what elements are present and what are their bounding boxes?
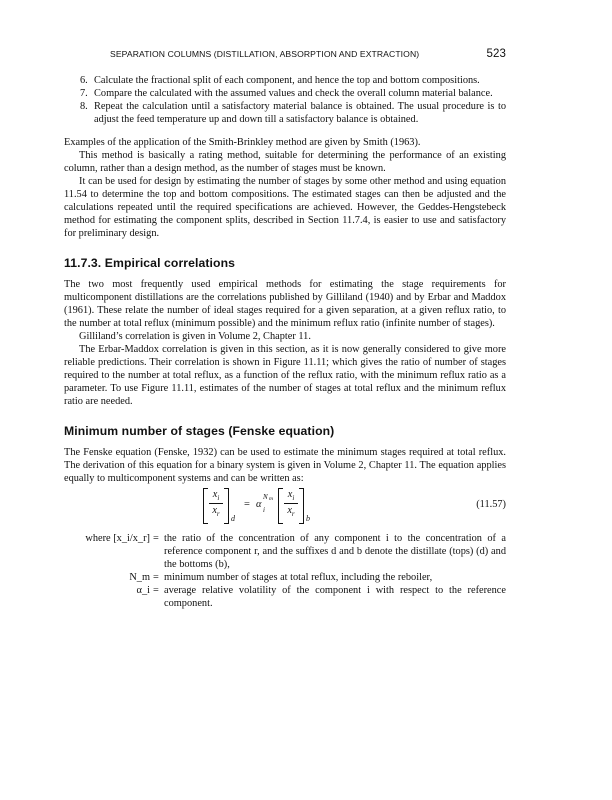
step-number: 7. xyxy=(80,88,88,99)
definition-symbol: N_m xyxy=(129,572,150,583)
numerator-x: x xyxy=(287,489,293,500)
bracket-right xyxy=(224,488,229,524)
numerator-sub: i xyxy=(292,494,295,503)
step-number: 6. xyxy=(80,75,88,86)
definition-equals: = xyxy=(153,533,159,544)
running-head xyxy=(110,48,506,60)
paragraph: Gilliland’s correlation is given in Volume 2, Chapter 11. xyxy=(79,331,311,342)
bracket-right xyxy=(299,488,304,524)
paragraph: It can be used for design by estimating the number of stages by some other method and using equation 11.54 to determine the top and bottom compositions. The estimated stages can then be adjusted and the calculations repeated until the required specifications are achieved. However, the Geddes-Hengstebeck method for estimating the component splits, described in Section 11.7.4, is easier to use and satisfactory for preliminary design. xyxy=(64,176,506,239)
alpha-superscript-sub: m xyxy=(269,496,273,502)
definition-text: average relative volatility of the component i with respect to the reference component. xyxy=(164,585,506,609)
subsection-heading: Minimum number of stages (Fenske equation) xyxy=(64,424,335,438)
step-item xyxy=(80,87,506,100)
equation-number: (11.57) xyxy=(476,499,506,510)
definition-text: the ratio of the concentration of any component i to the concentration of a reference component r, and the suffixes d and b denote the distillate (tops) (d) and the bottoms (b), xyxy=(164,533,506,570)
page xyxy=(64,48,506,610)
definition-equals: = xyxy=(153,585,159,596)
denominator-sub: r xyxy=(216,510,220,519)
step-text: Compare the calculated with the assumed values and check the overall column material balance. xyxy=(94,88,493,99)
alpha-subscript: i xyxy=(263,506,265,514)
definition-text: minimum number of stages at total reflux, including the reboiler, xyxy=(164,572,433,583)
running-head-title: SEPARATION COLUMNS (DISTILLATION, ABSORPTION AND EXTRACTION) xyxy=(110,49,420,59)
numerator-x: x xyxy=(212,489,218,500)
step-text: Calculate the fractional split of each component, and hence the top and bottom compositions. xyxy=(94,75,480,86)
bracket-left xyxy=(278,488,283,524)
suffix-b: b xyxy=(306,514,310,523)
paragraph: The two most frequently used empirical methods for estimating the stage requirements for multicomponent distillations are the correlations published by Gilliland (1940) and by Erbar and Maddox (1961). These relate the number of ideal stages required for a given separation, at a given reflux ratio, to the number at total reflux (minimum possible) and the minimum reflux ratio (infinite number of stages). xyxy=(64,279,506,329)
definition-row xyxy=(64,532,506,571)
paragraph: The Fenske equation (Fenske, 1932) can be used to estimate the minimum stages required at total reflux. The derivation of this equation for a binary system is given in Volume 2, Chapter 11. The equation applies equally to multicomponent systems and can be written as: xyxy=(64,447,506,484)
definition-symbol: α_i xyxy=(136,585,150,596)
denominator-sub: r xyxy=(291,510,295,519)
definition-row xyxy=(64,584,506,610)
numerator-sub: i xyxy=(217,494,220,503)
denominator-x: x xyxy=(287,505,292,517)
step-item xyxy=(80,100,506,126)
definition-symbol: where [x_i/x_r] xyxy=(85,533,150,544)
paragraph: This method is basically a rating method, suitable for determining the performance of an existing column, rather than a design method, as the number of stages must be known. xyxy=(64,150,506,174)
paragraph: The Erbar-Maddox correlation is given in this section, as it is now generally considered to give more reliable predictions. Their correlation is shown in Figure 11.11; which gives the ratio of number of stages required to the number at total reflux, as a function of the reflux ratio, with the minimum reflux ratio as a parameter. To use Figure 11.11, estimates of the number of stages at total reflux and the minimum reflux ratio are needed. xyxy=(64,344,506,407)
bracket-left xyxy=(203,488,208,524)
suffix-d: d xyxy=(231,514,235,523)
alpha-symbol: α xyxy=(256,499,262,510)
fraction-right xyxy=(284,489,298,518)
definition-row xyxy=(64,571,506,584)
fenske-equation xyxy=(64,488,506,530)
page-number: 523 xyxy=(486,48,506,60)
step-text: Repeat the calculation until a satisfactory material balance is obtained. The usual procedure is to adjust the feed temperature up and down till a satisfactory balance is obtained. xyxy=(94,101,506,125)
fraction-left xyxy=(209,489,223,518)
section-heading: 11.7.3. Empirical correlations xyxy=(64,256,235,270)
denominator-x: x xyxy=(212,505,217,517)
step-item xyxy=(80,74,506,87)
symbol-definitions xyxy=(64,532,506,610)
step-number: 8. xyxy=(80,101,88,112)
alpha-superscript: N xyxy=(263,493,268,501)
equals-sign: = xyxy=(244,499,250,510)
definition-equals: = xyxy=(153,572,159,583)
procedure-steps xyxy=(80,74,506,126)
paragraph: Examples of the application of the Smith-Brinkley method are given by Smith (1963). xyxy=(64,137,421,148)
